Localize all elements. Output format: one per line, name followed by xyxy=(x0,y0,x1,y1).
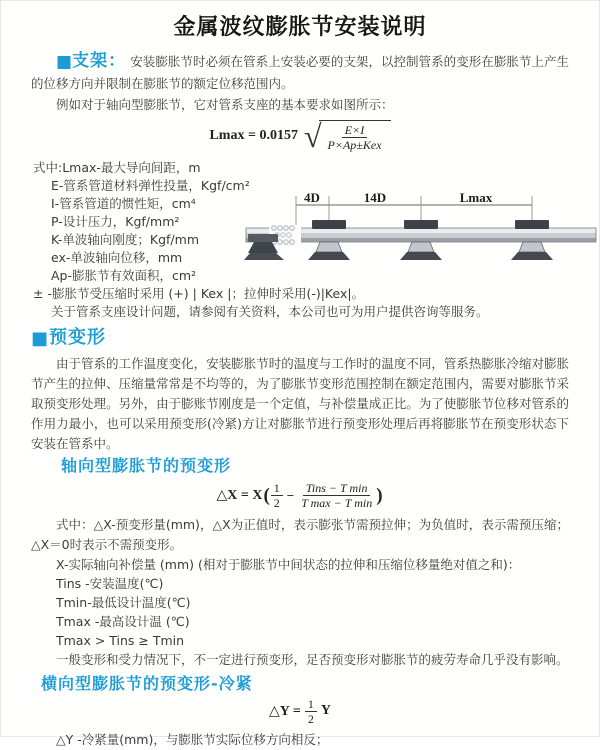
axial-items-list xyxy=(56,555,569,650)
one-half-fraction xyxy=(271,481,283,511)
definition-line: 式中:Lmax-最大导向间距，m xyxy=(33,159,201,175)
axial-item: Tins -安装温度(℃) xyxy=(56,575,164,591)
formula1-denominator: P×Ap±Kex xyxy=(327,138,382,153)
formula2-lhs: △X = X xyxy=(216,488,263,504)
half-denominator: 2 xyxy=(307,711,314,726)
support-intro-text: 安装膨胀节时必须在管系上安装必要的支架，以控制管系的变形在膨胀节上产生的位移方向并限制在膨胀节的额定位移范围内。 xyxy=(31,54,570,91)
axial-item: X-实际轴向补偿量 (mm) (相对于膨胀节中间状态的拉伸和压缩位移量绝对值之和)： xyxy=(56,556,521,572)
support-example-text: 例如对于轴向型膨胀节，它对管系支座的基本要求如图所示： xyxy=(56,97,394,112)
dim-label-lmax: Lmax xyxy=(459,190,493,205)
sqrt-radical xyxy=(303,117,391,154)
temperature-fraction xyxy=(298,481,375,511)
half-numerator: 1 xyxy=(305,697,317,712)
formula2-close-paren: ) xyxy=(376,484,383,506)
lateral-preform-formula xyxy=(31,697,569,727)
axial-closing-text: 一般变形和受力情况下，不一定进行预变形，足否预变形对膨胀节的疲劳寿命几乎没有影响。 xyxy=(56,651,569,667)
formula3-lhs: △Y = xyxy=(269,703,301,719)
formula1-numerator: E×I xyxy=(342,123,367,138)
section-square-icon: ■ xyxy=(56,52,73,72)
dim-label-4d: 4D xyxy=(304,190,320,205)
sqrt-sign-glyph: √ xyxy=(303,117,322,154)
dim-label-14d: 14D xyxy=(363,190,387,205)
axial-subsection-heading: 轴向型膨胀节的预变形 xyxy=(61,455,232,475)
formula3-rhs: Y xyxy=(320,703,331,719)
definition-line: E-管系管道材料弹性投量，Kgf/cm² xyxy=(51,177,250,193)
preform-section-title: 预变形 xyxy=(49,326,107,348)
axial-item: Tmax -最高设计温 (℃) xyxy=(56,613,190,629)
formula2-minus: − xyxy=(286,487,295,503)
pipe-diagram-svg xyxy=(244,192,600,288)
temp-numerator: Tins − T min xyxy=(303,481,371,496)
definition-line: I-管系管道的惯性矩，cm⁴ xyxy=(51,195,196,211)
support-section-title: 支架： xyxy=(72,51,127,71)
axial-preform-formula xyxy=(31,481,569,511)
definition-line: P-设计压力，Kgf/mm² xyxy=(51,213,180,229)
half-denominator: 2 xyxy=(273,496,280,511)
definition-line: ex-单波轴向位移，mm xyxy=(51,249,183,265)
support-section-lead xyxy=(31,51,569,94)
pipe-support-diagram xyxy=(244,192,600,288)
preform-section-heading xyxy=(31,327,569,350)
page-title: 金属波纹膨胀节安装说明 xyxy=(173,15,427,40)
temp-denominator: T max − T min xyxy=(301,496,373,511)
lateral-note-text: △Y -冷紧量(mm)，与膨胀节实际位移方向相反； xyxy=(56,732,329,748)
lateral-subsection-heading: 横向型膨胀节的预变形-冷紧 xyxy=(41,673,253,693)
formula1-lhs: Lmax = 0.0157 xyxy=(209,128,298,144)
support-note-line: 关于管系支座设计问题，请参阅有关资料，本公司也可为用户提供咨询等服务。 xyxy=(51,303,489,319)
guide-spacing-formula xyxy=(31,117,569,154)
axial-item: Tmax > Tins ≥ Tmin xyxy=(56,632,185,648)
definition-line: ± -膨胀节受压缩时采用 (+) | Kex |；拉伸时采用(-)|Kex|。 xyxy=(33,285,365,301)
definition-line: Ap-膨胀节有效面积，cm² xyxy=(51,267,197,283)
half-numerator: 1 xyxy=(271,481,283,496)
preform-body-text: 由于管系的工作温度变化，安装膨胀节时的温度与工作时的温度不同，管系热膨胀冷缩对膨胀节产生的拉伸、压缩量常常是不均等的，为了膨胀节变形范围控制在额定范围内，需要对膨胀节采取预变形处理。另外，由于膨账节刚度是一个定值，与补偿量成正比。为了使膨胀节位移对管系的作用力最小，也可以采用预变形(冷紧)方让对膨胀节进行预变形处理后再将膨胀节在预变形状态下安装在管系中。 xyxy=(31,355,569,451)
one-half-fraction xyxy=(305,697,317,727)
axial-desc-text: 式中：△X-预变形量(mm)，△X为正值时，表示膨张节需预拉伸；为负值时，表示需预压缩；△X＝0时表示不需预变形。 xyxy=(31,516,569,552)
section-square-icon: ■ xyxy=(31,327,50,349)
formula2-open-paren: ( xyxy=(263,484,270,506)
pipe-anchor xyxy=(244,234,284,260)
axial-item: Tmin-最低设计温度(℃) xyxy=(56,594,191,610)
definition-line: K-单波轴向刚度；Kgf/mm xyxy=(51,231,199,247)
